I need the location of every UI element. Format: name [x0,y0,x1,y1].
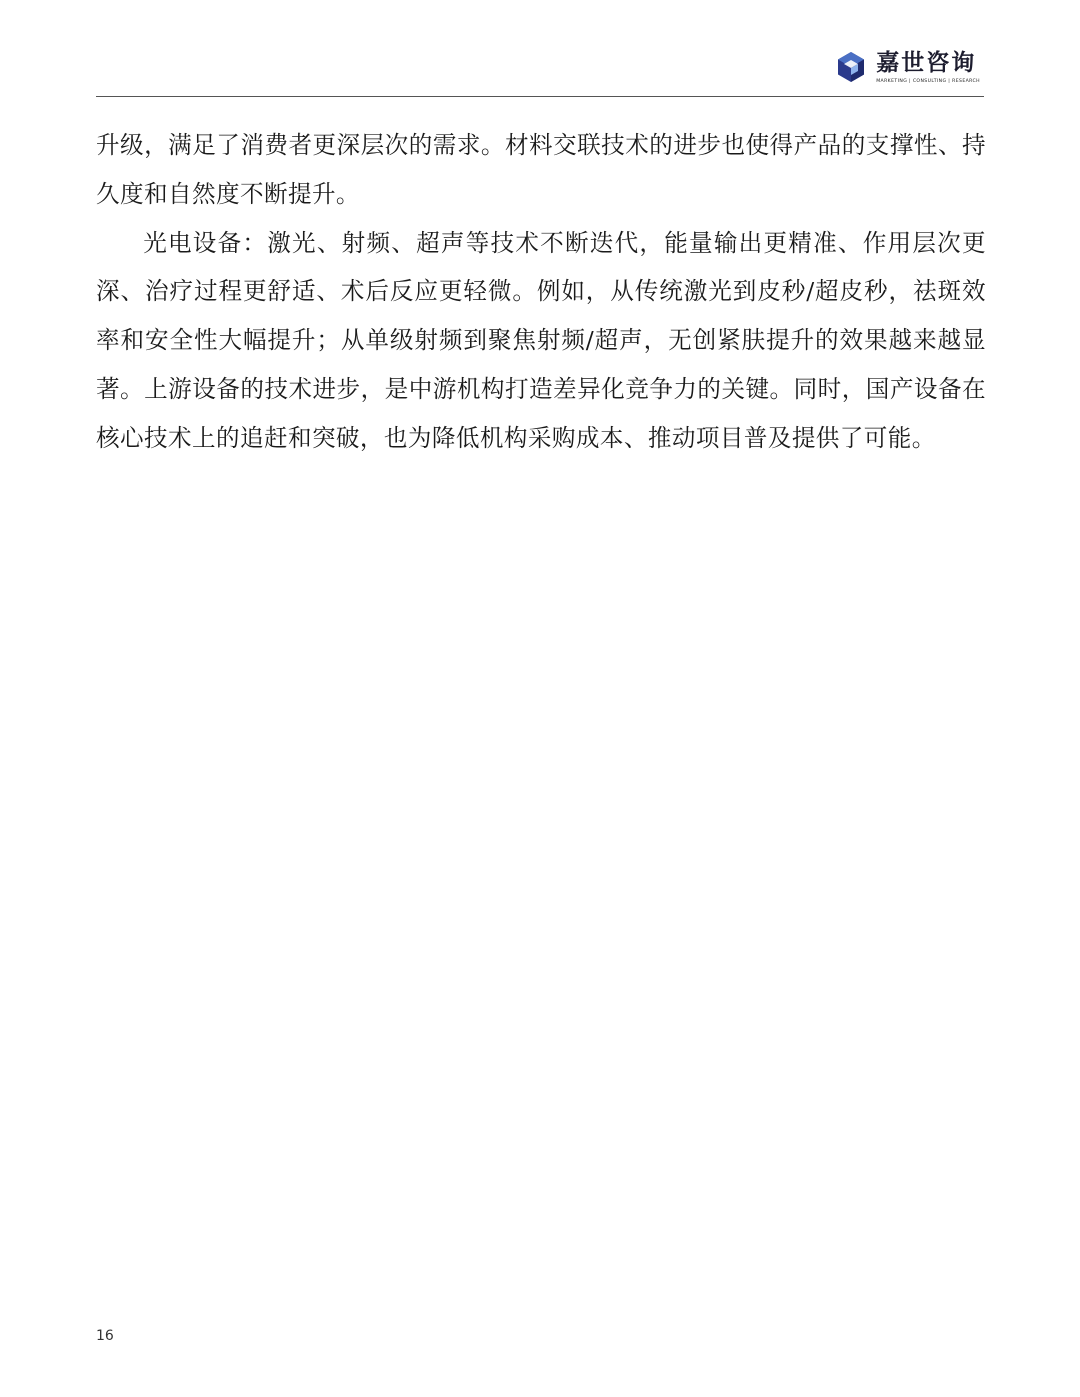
paragraph-optoelectronic-devices: 光电设备：激光、射频、超声等技术不断迭代，能量输出更精准、作用层次更深、治疗过程更舒适、术后反应更轻微。例如，从传统激光到皮秒/超皮秒，祛斑效率和安全性大幅提升；从单级射频到聚焦射频/超声，无创紧肤提升的效果越来越显著。上游设备的技术进步，是中游机构打造差异化竞争力的关键。同时，国产设备在核心技术上的追赶和突破，也为降低机构采购成本、推动项目普及提供了可能。 [96,228,986,452]
company-logo [834,50,980,84]
paragraph-continued: 升级，满足了消费者更深层次的需求。材料交联技术的进步也使得产品的支撑性、持久度和自然度不断提升。 [96,131,986,208]
document-body [96,121,986,463]
page-number: 16 [96,1328,114,1344]
logo-subtitle: MARKETING | CONSULTING | RESEARCH [876,79,980,84]
logo-title: 嘉世咨询 [876,50,977,76]
jiashi-logo-icon [834,50,868,84]
page-header [96,40,984,97]
